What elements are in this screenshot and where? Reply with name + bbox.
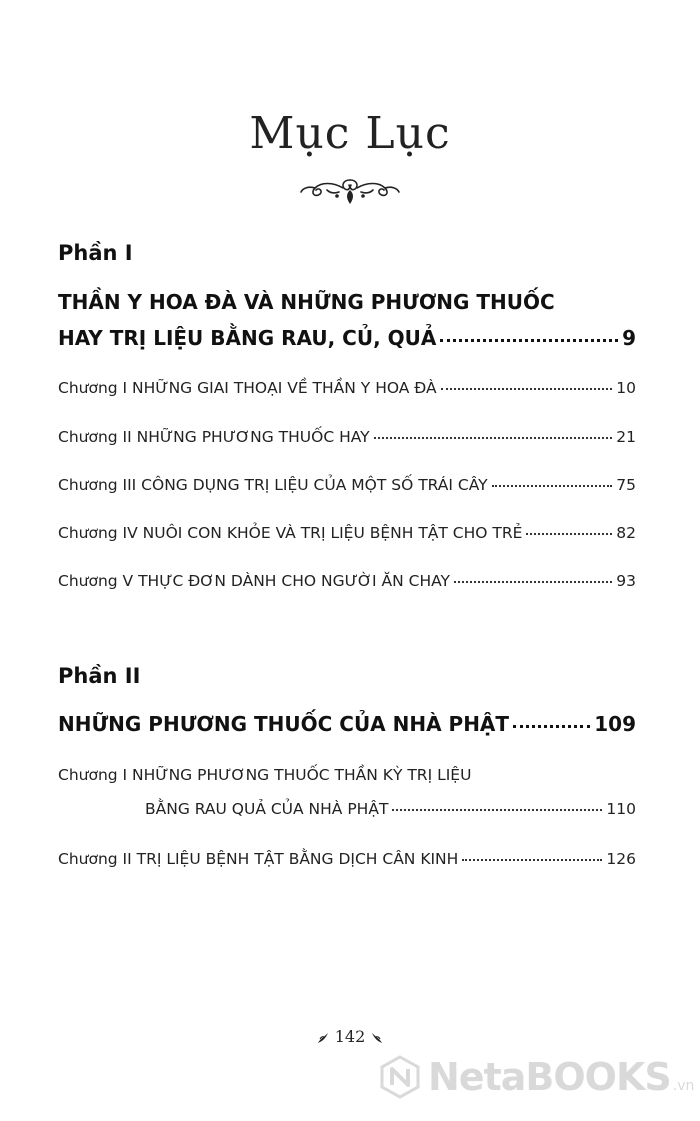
part-2-heading: NHỮNG PHƯƠNG THUỐC CỦA NHÀ PHẬT — [58, 712, 510, 736]
dot-leader — [492, 485, 613, 487]
dot-leader — [374, 437, 613, 439]
toc-entry — [58, 428, 636, 446]
watermark-brand: NetaBOOKS — [428, 1055, 671, 1099]
chapter-page: 126 — [606, 850, 636, 868]
chapter-title: Chương III CÔNG DỤNG TRỊ LIỆU CỦA MỘT SỐ TRÁI CÂY — [58, 476, 488, 494]
part-1-page: 9 — [622, 326, 636, 350]
dot-leader — [526, 533, 612, 535]
page-number: 142 — [334, 1027, 366, 1046]
chapter-title: Chương II NHỮNG PHƯƠNG THUỐC HAY — [58, 428, 370, 446]
toc-entry — [58, 850, 636, 868]
leaf-ornament-icon — [370, 1031, 384, 1045]
chapter-page: 75 — [616, 476, 636, 494]
chapter-title: Chương V THỰC ĐƠN DÀNH CHO NGƯỜI ĂN CHAY — [58, 572, 451, 590]
part-1-label: Phần I — [58, 241, 133, 265]
netabooks-logo-icon — [378, 1055, 422, 1099]
chapter-page: 21 — [616, 428, 636, 446]
chapter-title: Chương I NHỮNG GIAI THOẠI VỀ THẦN Y HOA ĐÀ — [58, 379, 437, 397]
page-title: Mục Lục — [249, 108, 451, 159]
flourish-ornament-icon — [295, 172, 405, 208]
part-1-heading-line2: HAY TRỊ LIỆU BẰNG RAU, CỦ, QUẢ — [58, 326, 437, 350]
page-footer — [0, 1027, 700, 1046]
toc-entry — [145, 800, 636, 818]
dot-leader — [392, 809, 602, 811]
toc-entry — [58, 572, 636, 590]
leaf-ornament-icon — [316, 1031, 330, 1045]
chapter-title: Chương I NHỮNG PHƯƠNG THUỐC THẦN KỲ TRỊ LIỆU — [58, 766, 472, 784]
chapter-title: Chương II TRỊ LIỆU BỆNH TẬT BẰNG DỊCH CÂN KINH — [58, 850, 459, 868]
part-1-heading-row — [58, 326, 636, 350]
toc-entry — [58, 379, 636, 397]
chapter-page: 82 — [616, 524, 636, 542]
toc-entry — [58, 524, 636, 542]
part-2-label: Phần II — [58, 664, 141, 688]
part-2-page: 109 — [594, 712, 636, 736]
part-2-heading-row — [58, 712, 636, 736]
toc-entry — [58, 476, 636, 494]
dot-leader — [513, 725, 590, 728]
watermark — [378, 1052, 694, 1102]
dot-leader — [454, 581, 612, 583]
chapter-page: 93 — [616, 572, 636, 590]
dot-leader — [441, 388, 613, 390]
dot-leader — [462, 859, 602, 861]
watermark-suffix: .vn — [672, 1078, 695, 1094]
chapter-title: Chương IV NUÔI CON KHỎE VÀ TRỊ LIỆU BỆNH TẬT CHO TRẺ — [58, 524, 523, 542]
chapter-title-continued: BẰNG RAU QUẢ CỦA NHÀ PHẬT — [145, 800, 389, 818]
part-1-heading-line1: THẦN Y HOA ĐÀ VÀ NHỮNG PHƯƠNG THUỐC — [58, 290, 555, 314]
dot-leader — [440, 339, 618, 342]
chapter-page: 10 — [616, 379, 636, 397]
chapter-page: 110 — [606, 800, 636, 818]
